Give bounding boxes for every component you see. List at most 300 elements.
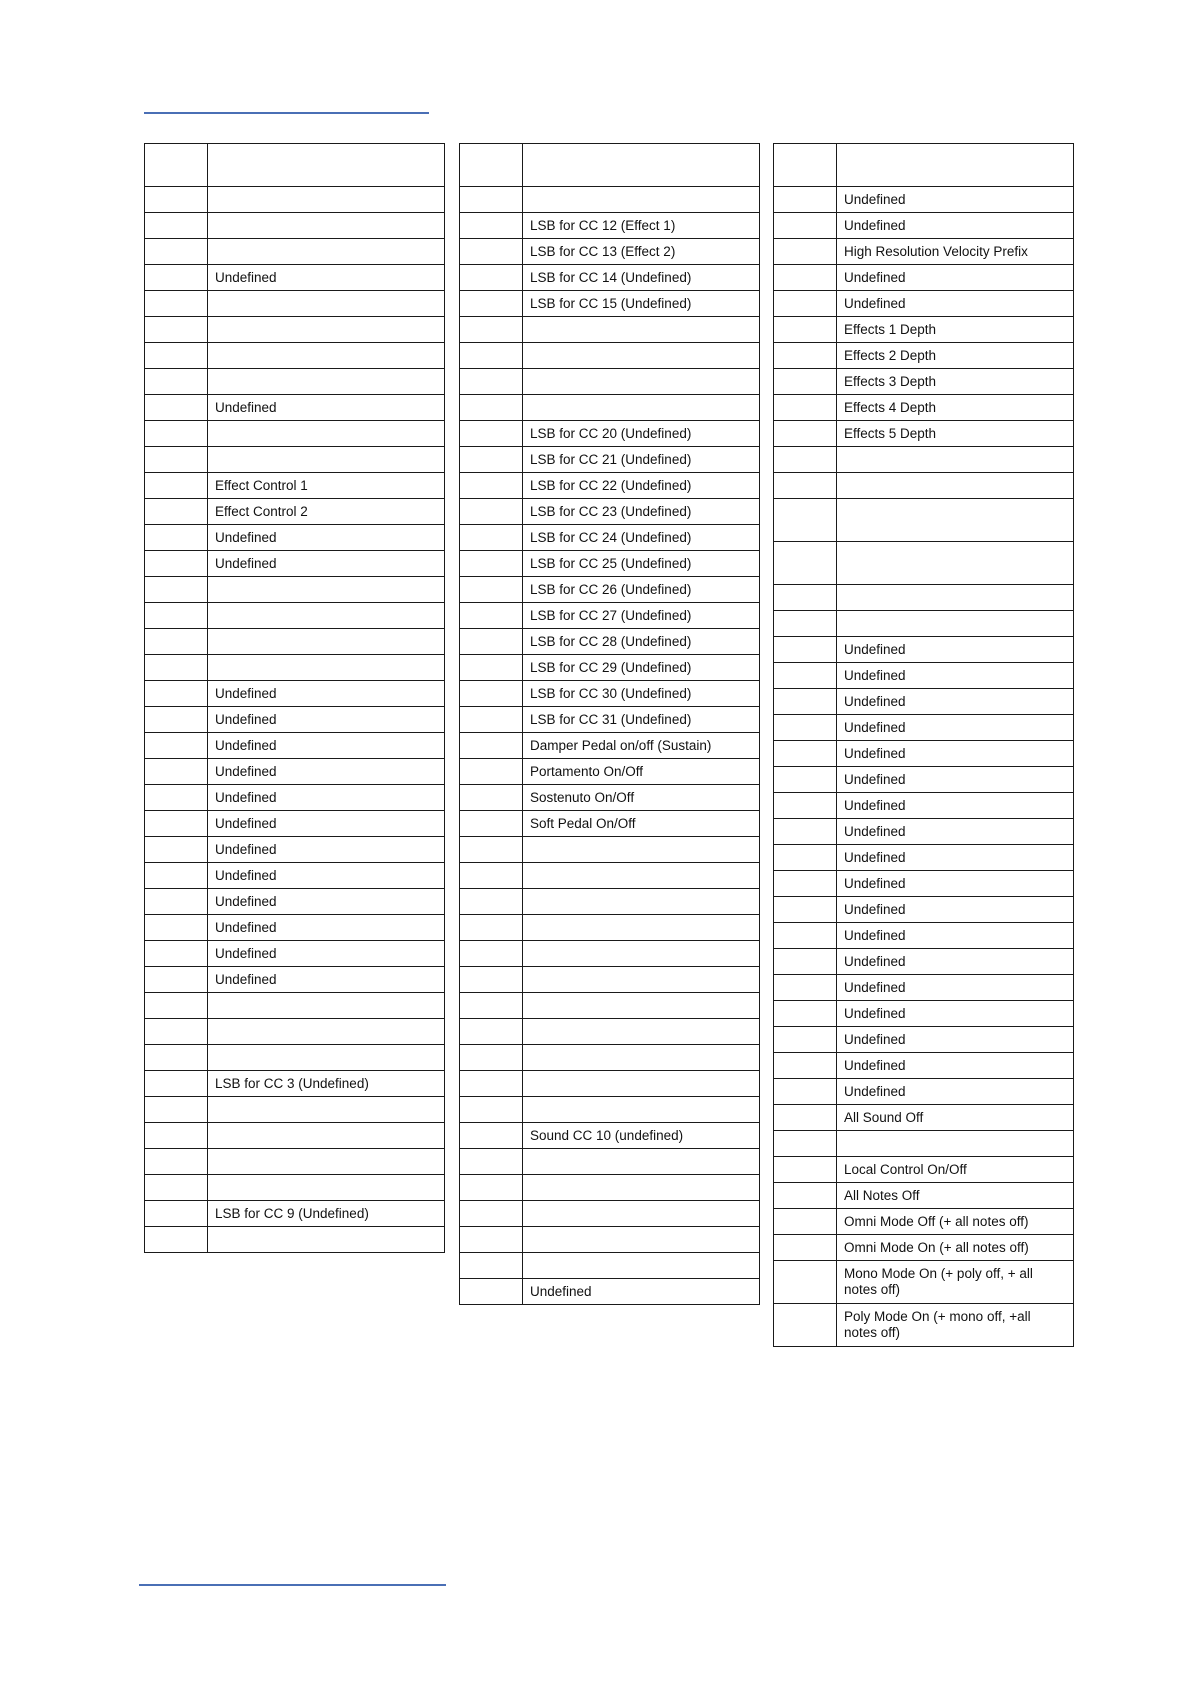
table-row	[774, 473, 1074, 499]
cc-description-cell: Undefined	[208, 551, 445, 577]
table-row	[460, 889, 760, 915]
cc-number-cell	[774, 611, 837, 637]
cc-number-cell	[145, 1019, 208, 1045]
table-row	[145, 811, 445, 837]
cc-description-cell: LSB for CC 3 (Undefined)	[208, 1071, 445, 1097]
cc-description-cell	[208, 187, 445, 213]
cc-description-cell: LSB for CC 31 (Undefined)	[523, 707, 760, 733]
cc-number-cell	[145, 967, 208, 993]
cc-description-cell	[208, 629, 445, 655]
table-row	[145, 1227, 445, 1253]
cc-number-cell	[774, 663, 837, 689]
table-row	[460, 239, 760, 265]
table-row	[774, 1131, 1074, 1157]
cc-description-cell: Undefined	[837, 949, 1074, 975]
cc-description-cell	[208, 1097, 445, 1123]
table-row	[460, 1227, 760, 1253]
table-row	[774, 767, 1074, 793]
cc-number-cell	[774, 637, 837, 663]
cc-number-cell	[774, 793, 837, 819]
cc-description-cell: Undefined	[837, 819, 1074, 845]
cc-description-cell: Undefined	[837, 1001, 1074, 1027]
cc-description-cell	[523, 1175, 760, 1201]
footer-rule	[139, 1584, 446, 1586]
cc-number-cell	[460, 785, 523, 811]
cc-number-cell	[145, 317, 208, 343]
table-row	[145, 291, 445, 317]
table-row	[145, 655, 445, 681]
cc-description-cell	[208, 291, 445, 317]
cc-description-cell	[208, 1149, 445, 1175]
cc-number-cell	[460, 837, 523, 863]
table-row	[145, 837, 445, 863]
cc-number-cell	[460, 967, 523, 993]
cc-number-cell	[460, 603, 523, 629]
table-row	[774, 1235, 1074, 1261]
cc-description-cell: LSB for CC 14 (Undefined)	[523, 265, 760, 291]
cc-description-cell: Undefined	[208, 707, 445, 733]
cc-number-cell	[145, 655, 208, 681]
cc-number-cell	[460, 265, 523, 291]
cc-number-cell	[145, 1071, 208, 1097]
cc-description-cell	[837, 542, 1074, 585]
table-row	[774, 1027, 1074, 1053]
cc-description-cell	[208, 213, 445, 239]
table-row	[145, 499, 445, 525]
cc-number-cell	[774, 187, 837, 213]
table-row	[145, 1149, 445, 1175]
cc-number-cell	[460, 395, 523, 421]
cc-description-cell: LSB for CC 23 (Undefined)	[523, 499, 760, 525]
cc-number-cell	[460, 291, 523, 317]
cc-number-cell	[145, 629, 208, 655]
table-row	[460, 1253, 760, 1279]
table-row	[145, 1175, 445, 1201]
table-row	[460, 577, 760, 603]
table-row	[774, 369, 1074, 395]
cc-description-cell: Sound CC 10 (undefined)	[523, 1123, 760, 1149]
cc-number-cell	[460, 551, 523, 577]
cc-number-cell	[145, 291, 208, 317]
cc-description-cell: Undefined	[208, 967, 445, 993]
table-row	[145, 343, 445, 369]
cc-description-cell	[523, 941, 760, 967]
cc-number-cell	[460, 343, 523, 369]
table-row	[145, 395, 445, 421]
table-row	[774, 611, 1074, 637]
table-row	[460, 1071, 760, 1097]
cc-number-cell	[460, 239, 523, 265]
cc-description-cell	[208, 1227, 445, 1253]
table-row	[460, 707, 760, 733]
table-row	[145, 707, 445, 733]
cc-description-cell	[208, 369, 445, 395]
table-row	[774, 897, 1074, 923]
cc-description-cell	[523, 993, 760, 1019]
table-row	[460, 1019, 760, 1045]
cc-number-cell	[145, 1227, 208, 1253]
table-header-row	[774, 144, 1074, 187]
cc-description-cell	[523, 343, 760, 369]
cc-number-cell	[460, 421, 523, 447]
cc-number-cell	[145, 525, 208, 551]
cc-description-cell: Undefined	[837, 923, 1074, 949]
cc-number-cell	[460, 681, 523, 707]
cc-number-cell	[145, 733, 208, 759]
cc-description-cell	[523, 1253, 760, 1279]
table-row	[774, 213, 1074, 239]
cc-number-cell	[774, 1131, 837, 1157]
cc-number-cell	[774, 1157, 837, 1183]
table-row	[460, 863, 760, 889]
table-row	[774, 637, 1074, 663]
cc-description-cell: LSB for CC 29 (Undefined)	[523, 655, 760, 681]
cc-description-cell: Sostenuto On/Off	[523, 785, 760, 811]
table-row	[145, 187, 445, 213]
table-row	[774, 1209, 1074, 1235]
table-row	[774, 421, 1074, 447]
cc-number-cell	[774, 1027, 837, 1053]
cc-number-cell	[145, 1201, 208, 1227]
table-row	[774, 793, 1074, 819]
cc-number-cell	[774, 265, 837, 291]
table-row	[774, 395, 1074, 421]
cc-number-cell	[774, 1079, 837, 1105]
cc-description-cell	[523, 1097, 760, 1123]
cc-number-cell	[460, 473, 523, 499]
cc-description-cell: LSB for CC 25 (Undefined)	[523, 551, 760, 577]
cc-description-cell: Undefined	[208, 759, 445, 785]
cc-number-cell	[774, 542, 837, 585]
table-row	[774, 499, 1074, 542]
cc-number-cell	[774, 819, 837, 845]
table-row	[460, 811, 760, 837]
table-row	[460, 343, 760, 369]
cc-number-cell	[460, 577, 523, 603]
table-row	[774, 542, 1074, 585]
cc-description-cell: Effects 1 Depth	[837, 317, 1074, 343]
cc-description-cell: Effects 3 Depth	[837, 369, 1074, 395]
cc-number-cell	[460, 655, 523, 681]
table-row	[460, 421, 760, 447]
cc-description-cell: Undefined	[208, 395, 445, 421]
cc-description-cell: Soft Pedal On/Off	[523, 811, 760, 837]
cc-description-cell: Undefined	[208, 837, 445, 863]
cc-number-cell	[774, 473, 837, 499]
cc-number-cell	[774, 291, 837, 317]
cc-number-cell	[460, 1175, 523, 1201]
table-row	[460, 1097, 760, 1123]
table-row	[460, 941, 760, 967]
table-row	[460, 629, 760, 655]
cc-number-cell	[145, 603, 208, 629]
table-row	[460, 473, 760, 499]
cc-number-cell	[145, 941, 208, 967]
table-row	[774, 447, 1074, 473]
cc-description-cell	[523, 187, 760, 213]
cc-number-cell	[774, 447, 837, 473]
cc-number-cell	[460, 187, 523, 213]
cc-number-cell	[774, 741, 837, 767]
table-row	[145, 603, 445, 629]
cc-description-cell: Undefined	[837, 213, 1074, 239]
table-row	[460, 1201, 760, 1227]
table-row	[460, 993, 760, 1019]
table-row	[145, 265, 445, 291]
table-row	[460, 915, 760, 941]
cc-description-cell: Undefined	[837, 637, 1074, 663]
table-row	[774, 343, 1074, 369]
table-row	[460, 603, 760, 629]
cc-number-cell	[145, 577, 208, 603]
table-row	[460, 967, 760, 993]
table-row	[774, 1261, 1074, 1304]
cc-number-cell	[460, 1149, 523, 1175]
cc-description-cell: Undefined	[837, 897, 1074, 923]
cc-number-cell	[460, 213, 523, 239]
cc-description-cell	[208, 1045, 445, 1071]
cc-number-cell	[774, 897, 837, 923]
cc-number-cell	[774, 421, 837, 447]
table-row	[145, 1071, 445, 1097]
table-row	[774, 923, 1074, 949]
table-row	[145, 889, 445, 915]
cc-description-cell	[208, 1123, 445, 1149]
cc-number-cell	[145, 863, 208, 889]
cc-number-cell	[460, 1201, 523, 1227]
cc-description-cell	[837, 447, 1074, 473]
cc-description-cell	[523, 395, 760, 421]
cc-number-cell	[774, 1235, 837, 1261]
cc-description-cell	[208, 993, 445, 1019]
table-row	[774, 1183, 1074, 1209]
cc-description-cell: LSB for CC 22 (Undefined)	[523, 473, 760, 499]
table-row	[460, 1123, 760, 1149]
table-row	[145, 993, 445, 1019]
cc-number-cell	[460, 1071, 523, 1097]
table-row	[460, 213, 760, 239]
cc-table-1	[144, 143, 445, 1253]
cc-number-cell	[774, 975, 837, 1001]
cc-number-cell	[145, 187, 208, 213]
table-header-row	[145, 144, 445, 187]
table-row	[460, 837, 760, 863]
cc-number-cell	[145, 473, 208, 499]
table-row	[145, 447, 445, 473]
cc-number-cell	[460, 1123, 523, 1149]
cc-number-cell	[145, 1097, 208, 1123]
cc-description-cell: Poly Mode On (+ mono off, +all notes off)	[837, 1304, 1074, 1347]
table-row	[460, 1279, 760, 1305]
table-row	[774, 1001, 1074, 1027]
cc-description-cell	[208, 421, 445, 447]
cc-number-cell	[145, 395, 208, 421]
cc-number-cell	[460, 369, 523, 395]
header-number-cell	[460, 144, 523, 187]
cc-description-cell: LSB for CC 21 (Undefined)	[523, 447, 760, 473]
cc-description-cell: High Resolution Velocity Prefix	[837, 239, 1074, 265]
cc-description-cell: Undefined	[837, 291, 1074, 317]
cc-description-cell: Undefined	[208, 525, 445, 551]
cc-description-cell	[208, 239, 445, 265]
table-row	[460, 1149, 760, 1175]
table-row	[145, 473, 445, 499]
table-row	[460, 681, 760, 707]
cc-number-cell	[460, 811, 523, 837]
cc-description-cell	[837, 1131, 1074, 1157]
cc-number-cell	[460, 1253, 523, 1279]
cc-number-cell	[145, 421, 208, 447]
cc-description-cell	[523, 1201, 760, 1227]
cc-number-cell	[460, 941, 523, 967]
cc-number-cell	[145, 785, 208, 811]
table-row	[145, 577, 445, 603]
cc-number-cell	[460, 863, 523, 889]
cc-description-cell: Undefined	[208, 681, 445, 707]
table-row	[145, 629, 445, 655]
cc-description-cell	[837, 585, 1074, 611]
table-row	[774, 975, 1074, 1001]
table-row	[774, 845, 1074, 871]
table-row	[145, 1097, 445, 1123]
table-row	[460, 291, 760, 317]
cc-number-cell	[145, 1123, 208, 1149]
cc-number-cell	[145, 1175, 208, 1201]
cc-description-cell: LSB for CC 13 (Effect 2)	[523, 239, 760, 265]
cc-number-cell	[460, 707, 523, 733]
table-row	[774, 1079, 1074, 1105]
cc-number-cell	[774, 369, 837, 395]
cc-description-cell: Undefined	[837, 871, 1074, 897]
cc-number-cell	[145, 213, 208, 239]
table-row	[145, 733, 445, 759]
table-row	[145, 1201, 445, 1227]
cc-number-cell	[460, 1045, 523, 1071]
table-row	[460, 525, 760, 551]
table-row	[460, 369, 760, 395]
cc-number-cell	[145, 681, 208, 707]
cc-number-cell	[774, 845, 837, 871]
table-row	[145, 681, 445, 707]
cc-number-cell	[145, 759, 208, 785]
cc-description-cell: Undefined	[208, 941, 445, 967]
table-row	[145, 967, 445, 993]
cc-number-cell	[774, 499, 837, 542]
cc-number-cell	[774, 1209, 837, 1235]
cc-description-cell: Effects 4 Depth	[837, 395, 1074, 421]
cc-number-cell	[774, 343, 837, 369]
cc-number-cell	[145, 1149, 208, 1175]
cc-number-cell	[460, 629, 523, 655]
table-row	[774, 871, 1074, 897]
cc-description-cell: Undefined	[208, 811, 445, 837]
cc-description-cell: Omni Mode Off (+ all notes off)	[837, 1209, 1074, 1235]
table-row	[774, 1304, 1074, 1347]
cc-number-cell	[774, 689, 837, 715]
cc-number-cell	[774, 949, 837, 975]
cc-number-cell	[145, 551, 208, 577]
cc-description-cell: LSB for CC 24 (Undefined)	[523, 525, 760, 551]
table-row	[145, 1123, 445, 1149]
table-row	[145, 759, 445, 785]
cc-description-cell: Omni Mode On (+ all notes off)	[837, 1235, 1074, 1261]
cc-description-cell	[523, 1149, 760, 1175]
cc-number-cell	[145, 915, 208, 941]
table-row	[145, 239, 445, 265]
header-number-cell	[774, 144, 837, 187]
cc-number-cell	[774, 239, 837, 265]
cc-description-cell: Undefined	[837, 1027, 1074, 1053]
cc-description-cell	[523, 1071, 760, 1097]
table-row	[460, 447, 760, 473]
cc-description-cell	[208, 317, 445, 343]
cc-description-cell: Undefined	[523, 1279, 760, 1305]
header-rule	[144, 112, 429, 114]
cc-number-cell	[145, 707, 208, 733]
cc-description-cell	[837, 473, 1074, 499]
table-row	[145, 1019, 445, 1045]
cc-description-cell: Undefined	[837, 975, 1074, 1001]
table-row	[774, 663, 1074, 689]
cc-description-cell: Effect Control 1	[208, 473, 445, 499]
cc-description-cell	[523, 915, 760, 941]
cc-number-cell	[774, 317, 837, 343]
cc-description-cell: Effects 2 Depth	[837, 343, 1074, 369]
cc-description-cell	[208, 447, 445, 473]
table-row	[774, 819, 1074, 845]
cc-number-cell	[774, 715, 837, 741]
table-row	[145, 369, 445, 395]
cc-description-cell: Undefined	[208, 863, 445, 889]
cc-description-cell: Undefined	[837, 663, 1074, 689]
cc-number-cell	[774, 923, 837, 949]
table-row	[774, 585, 1074, 611]
table-row	[460, 1175, 760, 1201]
table-row	[145, 1045, 445, 1071]
cc-number-cell	[145, 889, 208, 915]
cc-number-cell	[774, 1053, 837, 1079]
table-row	[460, 317, 760, 343]
cc-number-cell	[460, 993, 523, 1019]
cc-description-cell: Portamento On/Off	[523, 759, 760, 785]
table-row	[460, 551, 760, 577]
cc-description-cell: Undefined	[837, 1053, 1074, 1079]
table-row	[774, 715, 1074, 741]
cc-description-cell	[208, 577, 445, 603]
cc-number-cell	[145, 239, 208, 265]
cc-description-cell: All Sound Off	[837, 1105, 1074, 1131]
cc-description-cell	[208, 1019, 445, 1045]
cc-description-cell	[208, 603, 445, 629]
cc-number-cell	[460, 733, 523, 759]
cc-number-cell	[460, 759, 523, 785]
cc-description-cell: LSB for CC 15 (Undefined)	[523, 291, 760, 317]
table-row	[460, 785, 760, 811]
cc-description-cell: Undefined	[837, 265, 1074, 291]
table-row	[774, 265, 1074, 291]
cc-number-cell	[460, 525, 523, 551]
table-row	[774, 187, 1074, 213]
cc-description-cell: LSB for CC 27 (Undefined)	[523, 603, 760, 629]
cc-number-cell	[460, 1097, 523, 1123]
cc-description-cell	[837, 611, 1074, 637]
cc-number-cell	[774, 1304, 837, 1347]
cc-description-cell: LSB for CC 20 (Undefined)	[523, 421, 760, 447]
header-description-cell	[523, 144, 760, 187]
cc-number-cell	[774, 585, 837, 611]
table-row	[145, 317, 445, 343]
cc-number-cell	[145, 811, 208, 837]
